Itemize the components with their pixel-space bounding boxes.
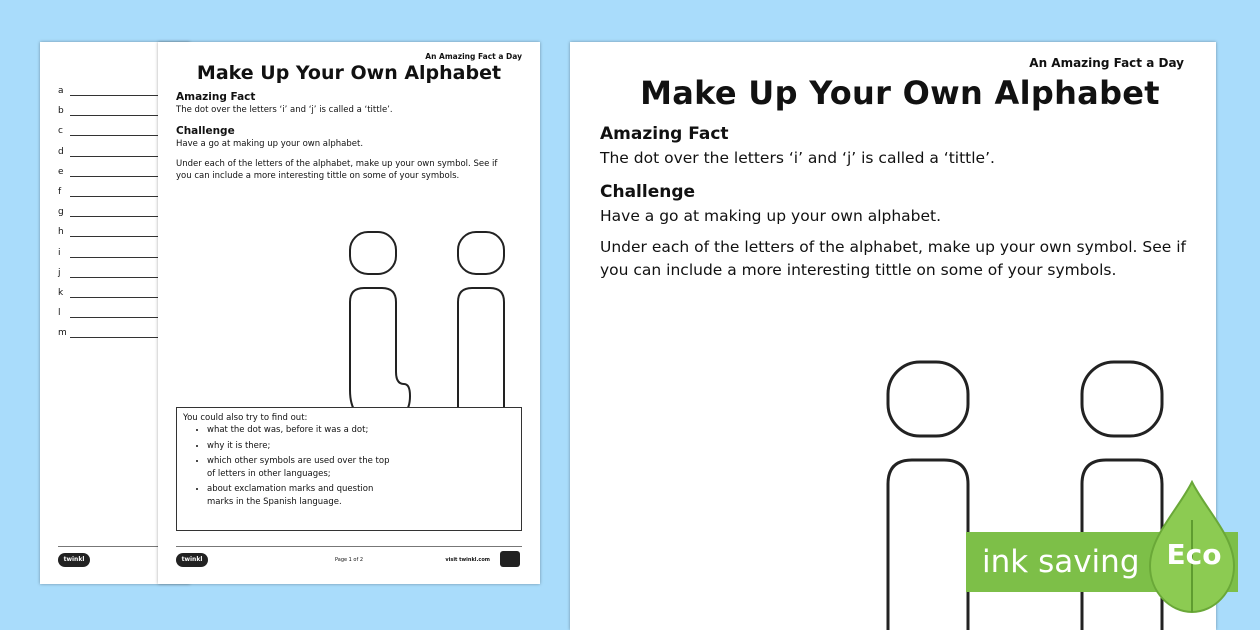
series-label: An Amazing Fact a Day	[425, 52, 522, 61]
instructions-line-1: Under each of the letters of the alphabet, make up your own symbol. See if	[600, 238, 1186, 256]
letter-label: i	[58, 247, 61, 258]
letter-row	[58, 147, 162, 157]
twinkl-logo: twinkl	[176, 553, 208, 567]
instructions-text	[176, 158, 516, 182]
answer-line	[70, 309, 162, 318]
checked-badge-icon	[500, 551, 520, 567]
find-out-item: • why it is there;	[207, 440, 507, 453]
challenge-text: Have a go at making up your own alphabet.	[600, 207, 942, 225]
instructions-line-2: you can include a more interesting tittle on some of your symbols.	[176, 171, 460, 181]
letter-label: f	[58, 187, 62, 197]
site-link: visit twinkl.com	[445, 557, 490, 563]
letter-label: g	[58, 207, 64, 218]
page-number: Page 1 of 2	[334, 557, 364, 563]
answer-line	[70, 329, 162, 338]
letter-row	[58, 328, 162, 338]
letter-row	[58, 86, 162, 96]
letter-row	[58, 126, 162, 136]
find-out-item: • which other symbols are used over the top of letters in other languages;	[207, 455, 397, 480]
answer-line	[70, 87, 162, 96]
find-out-list	[187, 424, 507, 511]
letter-row	[58, 106, 162, 116]
find-out-box	[176, 407, 522, 531]
answer-line	[70, 228, 162, 237]
fact-text: The dot over the letters ‘i’ and ‘j’ is called a ‘tittle’.	[600, 149, 995, 167]
letter-label: m	[58, 328, 67, 339]
letter-label: l	[58, 308, 61, 319]
find-out-intro: You could also try to find out:	[183, 413, 308, 423]
letter-label: d	[58, 146, 64, 157]
instructions-line-1: Under each of the letters of the alphabet, make up your own symbol. See if	[176, 159, 498, 169]
find-out-item: • about exclamation marks and question marks in the Spanish language.	[207, 483, 397, 508]
answer-line	[70, 289, 162, 298]
twinkl-logo: twinkl	[58, 553, 90, 567]
answer-line	[70, 188, 162, 197]
answer-line	[70, 107, 162, 116]
eco-badge-text: Eco	[1166, 538, 1222, 571]
letter-label: c	[58, 126, 63, 137]
letter-row	[58, 167, 162, 177]
letter-row	[58, 227, 162, 237]
letter-row	[58, 288, 162, 298]
letter-label: h	[58, 227, 64, 238]
challenge-text: Have a go at making up your own alphabet.	[176, 139, 364, 149]
challenge-heading: Challenge	[600, 182, 696, 202]
page-title: Make Up Your Own Alphabet	[196, 62, 502, 84]
answer-line	[70, 208, 162, 217]
series-label: An Amazing Fact a Day	[1029, 56, 1184, 70]
instructions-text	[600, 236, 1200, 282]
letter-label: a	[58, 86, 64, 96]
answer-line	[70, 269, 162, 278]
answer-line	[70, 148, 162, 157]
eco-ink-saving-badge	[966, 480, 1258, 612]
fact-heading: Amazing Fact	[176, 91, 256, 103]
challenge-heading: Challenge	[176, 125, 235, 137]
answer-line	[70, 127, 162, 136]
page-title: Make Up Your Own Alphabet	[640, 74, 1160, 112]
letter-label: b	[58, 106, 64, 117]
letter-row	[58, 187, 162, 197]
letter-label: j	[58, 267, 61, 278]
letter-label: e	[58, 166, 64, 177]
letter-row	[58, 207, 162, 217]
answer-line	[70, 249, 162, 258]
front-page-preview[interactable]	[158, 42, 540, 584]
instructions-line-2: you can include a more interesting tittle on some of your symbols.	[600, 261, 1117, 279]
fact-text: The dot over the letters ‘i’ and ‘j’ is called a ‘tittle’.	[176, 105, 393, 115]
answer-line	[70, 168, 162, 177]
page-footer	[176, 546, 522, 581]
find-out-item: • what the dot was, before it was a dot;	[207, 424, 507, 437]
letter-row	[58, 268, 162, 278]
letter-label: k	[58, 288, 64, 298]
ink-saving-label: ink saving	[966, 532, 1238, 592]
letter-row	[58, 248, 162, 258]
letter-row	[58, 308, 162, 318]
fact-heading: Amazing Fact	[600, 124, 729, 144]
